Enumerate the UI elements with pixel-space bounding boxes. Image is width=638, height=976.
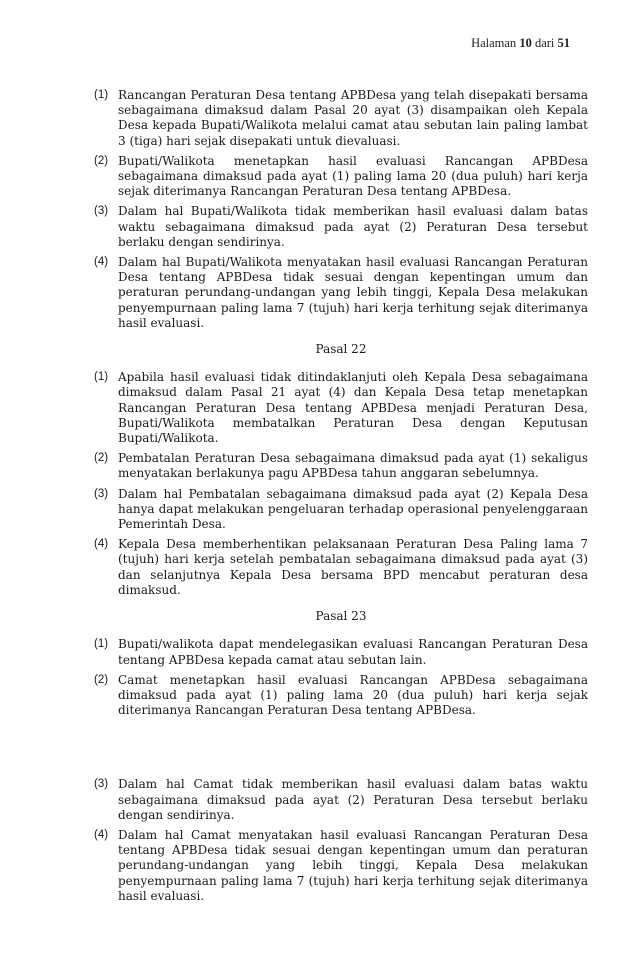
- item-number: (3): [94, 778, 109, 791]
- item-number: (3): [94, 487, 109, 500]
- list-item: [94, 637, 588, 667]
- header-page-number: 10: [519, 36, 532, 50]
- item-text: Dalam hal Camat tidak memberikan hasil evaluasi dalam batas waktu sebagaimana dimaksud pada ayat (2) Peraturan Desa tersebut berlaku dengan sendirinya.: [118, 777, 588, 822]
- list-item: [94, 673, 588, 719]
- item-number: (2): [94, 154, 109, 167]
- list-item: [94, 88, 588, 149]
- list-item: [94, 487, 588, 533]
- item-text: Bupati/walikota dapat mendelegasikan evaluasi Rancangan Peraturan Desa tentang APBDesa kepada camat atau sebutan lain.: [118, 637, 588, 667]
- item-text: Dalam hal Bupati/Walikota menyatakan hasil evaluasi Rancangan Peraturan Desa tentang APBDesa tidak sesuai dengan kepentingan umum dan peraturan perundang-undangan yang lebih tinggi, Kepala Desa melakukan penyempurnaan paling lama 7 (tujuh) hari kerja terhitung sejak diterimanya hasil evaluasi.: [118, 255, 588, 330]
- article-heading-23: Pasal 23: [315, 609, 367, 624]
- item-number: (4): [94, 256, 109, 269]
- list-item: [94, 777, 588, 823]
- item-text: Dalam hal Bupati/Walikota tidak memberikan hasil evaluasi dalam batas waktu sebagaimana dimaksud pada ayat (2) Peraturan Desa tersebut berlaku dengan sendirinya.: [118, 204, 588, 249]
- page-header: [471, 36, 570, 51]
- document-body: [94, 88, 588, 909]
- section-continued: [94, 88, 588, 331]
- item-text: Camat menetapkan hasil evaluasi Rancangan APBDesa sebagaimana dimaksud pada ayat (1) paling lama 20 (dua puluh) hari kerja sejak diterimanya Rancangan Peraturan Desa tentang APBDesa.: [118, 672, 588, 718]
- item-text: Rancangan Peraturan Desa tentang APBDesa yang telah disepakati bersama sebagaimana dimaksud dalam Pasal 20 ayat (3) disampaikan oleh Kepala Desa kepada Bupati/Walikota melalui camat atau sebutan lain paling lambat 3 (tiga) hari sejak disepakati untuk dievaluasi.: [118, 88, 588, 148]
- header-total-pages: 51: [557, 36, 570, 50]
- list-item: [94, 255, 588, 331]
- article-22: [94, 370, 588, 598]
- item-number: (1): [94, 638, 109, 651]
- blank-gap: [94, 723, 588, 777]
- item-text: Dalam hal Pembatalan sebagaimana dimaksud pada ayat (2) Kepala Desa hanya dapat melakukan pengeluaran terhadap operasional penyelenggaraan Pemerintah Desa.: [118, 486, 588, 532]
- item-text: Pembatalan Peraturan Desa sebagaimana dimaksud pada ayat (1) sekaligus menyatakan berlakunya pagu APBDesa tahun anggaran sebelumnya.: [118, 451, 588, 481]
- item-number: (1): [94, 371, 109, 384]
- item-text: Bupati/Walikota menetapkan hasil evaluasi Rancangan APBDesa sebagaimana dimaksud pada ayat (1) paling lama 20 (dua puluh) hari kerja sejak diterimanya Rancangan Peraturan Desa tentang APBDesa.: [118, 153, 588, 199]
- item-text: Kepala Desa memberhentikan pelaksanaan Peraturan Desa Paling lama 7 (tujuh) hari kerja setelah pembatalan sebagaimana dimaksud pada ayat (3) dan selanjutnya Kepala Desa bersama BPD mencabut peraturan desa dimaksud.: [118, 537, 588, 597]
- list-item: [94, 154, 588, 200]
- list-item: [94, 537, 588, 598]
- item-text: Apabila hasil evaluasi tidak ditindaklanjuti oleh Kepala Desa sebagaimana dimaksud dalam Pasal 21 ayat (4) dan Kepala Desa tetap menetapkan Rancangan Peraturan Desa tentang APBDesa menjadi Peraturan Desa, Bupati/Walikota membatalkan Peraturan Desa dengan Keputusan Bupati/Walikota.: [118, 370, 588, 446]
- item-number: (2): [94, 673, 109, 686]
- item-number: (4): [94, 538, 109, 551]
- list-item: [94, 451, 588, 481]
- item-number: (3): [94, 205, 109, 218]
- list-item: [94, 204, 588, 250]
- header-middle: dari: [534, 36, 555, 50]
- item-number: (1): [94, 89, 109, 101]
- item-number: (4): [94, 828, 109, 841]
- list-item: [94, 828, 588, 904]
- header-prefix: Halaman: [471, 36, 517, 50]
- item-number: (2): [94, 452, 109, 465]
- list-item: [94, 370, 588, 446]
- article-heading-22: Pasal 22: [315, 342, 367, 357]
- item-text: Dalam hal Camat menyatakan hasil evaluasi Rancangan Peraturan Desa tentang APBDesa tidak sesuai dengan kepentingan umum dan peraturan perundang-undangan yang lebih tinggi, Kepala Desa melakukan penyempurnaan paling lama 7 (tujuh) hari kerja terhitung sejak diterimanya hasil evaluasi.: [118, 827, 588, 903]
- article-23: [94, 637, 588, 904]
